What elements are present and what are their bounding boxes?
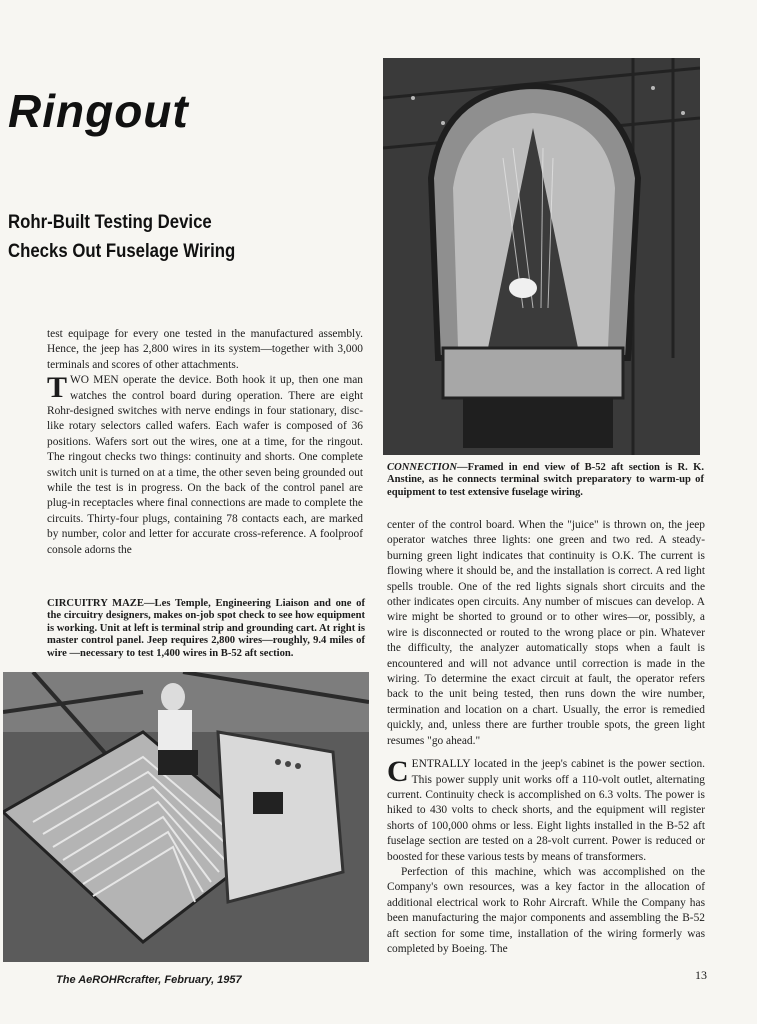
page-number: 13 [695,968,707,982]
caption-label: CONNECTION [387,462,458,473]
paragraph-text: located in the jeep's cabinet is the power section. This power supply unit works off a 110-volt outlet, alternating current. Continuity check is accomplished on 6.3 volts. The power is hiked to 430 volts to check shorts, and the equipment will register shorts of 100,000 ohms or less. Eight lights installed in the B-52 aft fuselage section are tested on a 28-volt current. Power is reduced or boosted for these various tests by means of transformers. [387,758,705,863]
article-subtitle [8,208,318,266]
subtitle-line-1: Rohr-Built Testing Device [8,211,212,233]
paragraph: center of the control board. When the "juice" is thrown on, the jeep operator watches three lights: one green and two red. A steady-burning green light indicates that continuity is O.K. The current is flowing where it should be, and the installation is correct. A red light spells trouble. One of the red lights signals short circuits and the other indicates open circuits. Any number of miscues can develop. A wire might be shorted to ground or to other wires—or, possibly, a wire is disconnected or routed to the wrong place or pin. Whatever the difficulty, the analyzer automatically stops when a fault is encountered and will not advance until correction is made in the wiring. To determine the exact circuit at fault, the operator refers back to the unit being tested, then runs down the wire number, termination and location on a chart. Usually, the error is remedied quickly, and, unless there are further trouble spots, the green light resumes "go ahead." [387,519,705,747]
paragraph: test equipage for every one tested in the manufactured assembly. Hence, the jeep has 2,800 wires in its system—together with 3,000 terminals and scores of other attachments. [47,328,363,371]
caption-label: CIRCUITRY MAZE [47,598,144,609]
caption-text: —Framed in end view of B-52 aft section is R. K. Anstine, as he connects terminal switch preparatory to warm-up of equipment to test extensive fuselage wiring. [387,462,704,498]
footer-publication: The AeROHRcrafter, February, 1957 [56,974,242,986]
photo-testing-jeep [3,672,369,962]
article-title: Ringout [8,85,189,137]
body-column-left [47,327,363,558]
drop-cap: C [387,755,409,789]
paragraph [47,373,363,558]
body-column-right [387,518,705,957]
lead-in: ENTRALLY [411,758,471,771]
paragraph-text: operate the device. Both hook it up, then one man watches the control board during operation. There are eight Rohr-designed switches with nerve endings in four stationary, disc-like rotary selectors called wafers. Each wafer is composed of 36 positions. Wafers sort out the wires, one at a time, for the ringout. The ringout checks two things: continuity and shorts. One complete switch unit is turned on at a time, the other seven being grounded out while the test is in progress. On the back of the control panel are plug-in receptacles where final connections are made to complete the circuits. Thirty-four plugs, containing 78 contacts each, are marked by number, color and letter for accurate cross-reference. A foolproof console adorns the [47,374,363,556]
drop-cap: T [47,371,68,405]
caption-connection [387,462,704,499]
lead-in: WO MEN [70,374,119,387]
paragraph: Perfection of this machine, which was accomplished on the Company's own resources, was a key factor in the allocation of additional electrical work to Rohr Aircraft. While the Company has been manufacturing the major components and assembling the B-52 aft section for some time, installation of the wiring formerly was completed by Boeing. The [387,865,705,955]
photo-b52-aft-section [383,58,700,455]
caption-circuitry-maze [47,598,365,660]
subtitle-line-2: Checks Out Fuselage Wiring [8,240,236,262]
caption-text: —Les Temple, Engineering Liaison and one of the circuitry designers, makes on-job spot check to see how equipment is working. Unit at left is terminal strip and grounding cart. At right is master control panel. Jeep requires 2,800 wires—roughly, 9.4 miles of wire —necessary to test 1,400 wires in B-52 aft section. [47,598,365,659]
paragraph [387,757,705,865]
